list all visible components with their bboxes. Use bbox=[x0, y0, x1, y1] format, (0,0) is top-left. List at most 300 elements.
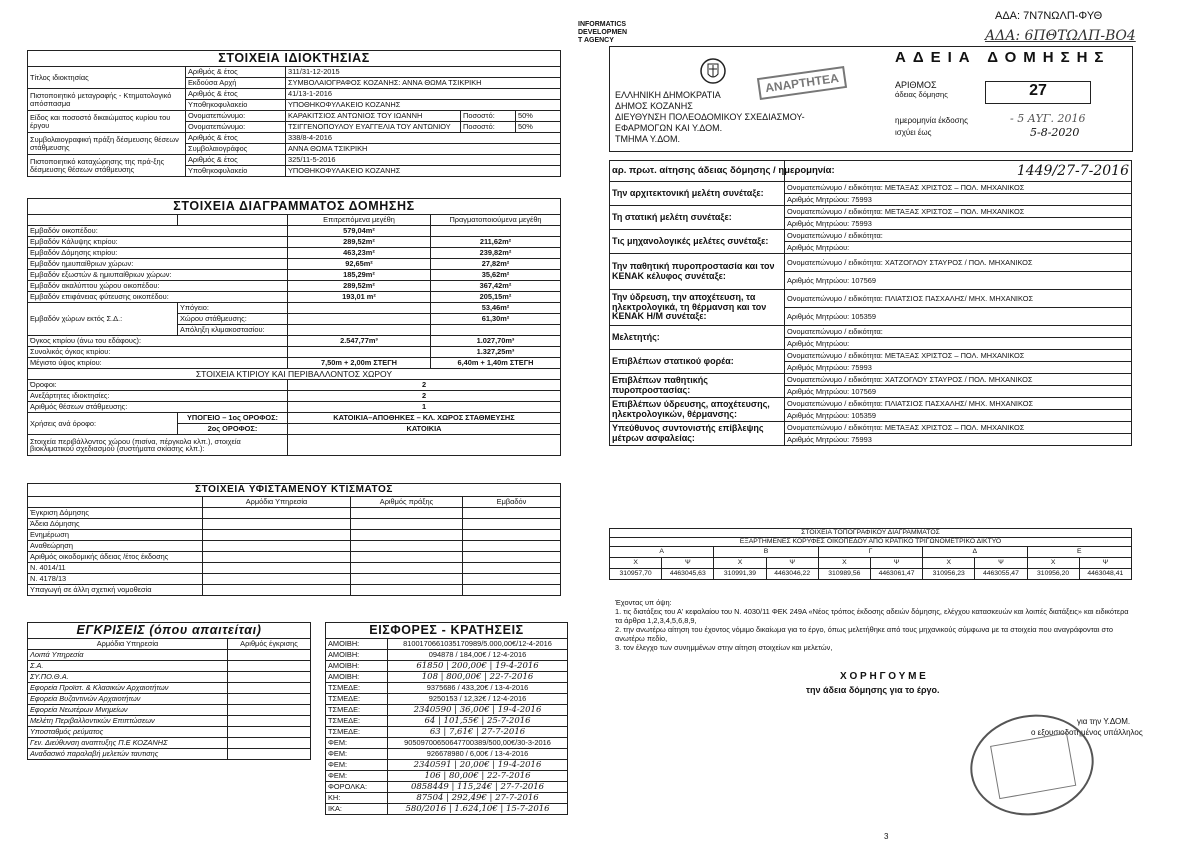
outside-actual: 61,30m² bbox=[431, 314, 561, 325]
fee-value: 094878 / 184,00€ / 12-4-2016 bbox=[388, 650, 568, 661]
approval-service: Αναδασικό παραλαβή μελετών ταυτισης bbox=[28, 749, 228, 760]
anartitea-stamp: ΑΝΑΡΤΗΤΕΑ bbox=[757, 66, 847, 100]
existing-act bbox=[351, 508, 463, 519]
engineer-name: Ονοματεπώνυμο / ειδικότητα: ΠΛΙΑΤΣΙΟΣ ΠΑΣΧΑΛΗΣ/ ΜΗΧ. ΜΗΧΑΝΙΚΟΣ bbox=[785, 290, 1132, 308]
table-row bbox=[326, 639, 568, 650]
table-row bbox=[28, 716, 311, 727]
existing-area bbox=[463, 541, 561, 552]
fee-label: ΦΕΜ: bbox=[326, 738, 388, 749]
count-label: Αριθμός θέσεων στάθμευσης: bbox=[28, 402, 288, 413]
approval-service: Εφορεία Νεωτέρων Μνημείων bbox=[28, 705, 228, 716]
existing-title: ΣΤΟΙΧΕΙΑ ΥΦΙΣΤΑΜΕΝΟΥ ΚΤΙΣΜΑΤΟΣ bbox=[28, 484, 561, 497]
topo-y-value: 4463061,47 bbox=[870, 569, 922, 580]
diagram-table bbox=[27, 198, 561, 456]
existing-act bbox=[351, 552, 463, 563]
ownership-value: 41/13-1-2016 bbox=[286, 89, 561, 100]
existing-header: Αριθμός πράξης bbox=[351, 497, 463, 508]
table-row bbox=[28, 67, 561, 78]
existing-row-label: Ν. 4178/13 bbox=[28, 574, 203, 585]
approvals-header: Αρμόδια Υπηρεσία bbox=[28, 639, 228, 650]
table-row bbox=[28, 259, 561, 270]
approval-service: Σ.Α. bbox=[28, 661, 228, 672]
table-row bbox=[28, 435, 561, 456]
actual-value: 367,42m² bbox=[431, 281, 561, 292]
ownership-label: Πιστοποιητικό καταχώρησης της πρά-ξης δέσμευσης θέσεων στάθμευσης bbox=[28, 155, 186, 177]
col-actual: Πραγματοποιούμενα μεγέθη bbox=[431, 215, 561, 226]
engineer-role-label: Την αρχιτεκτονική μελέτη συνέταξε: bbox=[610, 182, 785, 206]
fee-value: 64 | 101,55€ | 25-7-2016 bbox=[388, 716, 568, 727]
fee-value: 63 | 7,61€ | 27-7-2016 bbox=[388, 727, 568, 738]
fee-value: 0858449 | 115,24€ | 27-7-2016 bbox=[388, 782, 568, 793]
existing-act bbox=[351, 574, 463, 585]
ownership-sub-label: Υποθηκοφυλακείο bbox=[186, 100, 286, 111]
engineer-registry: Αριθμός Μητρώου: 107569 bbox=[785, 272, 1132, 290]
outside-allowed bbox=[288, 314, 431, 325]
approval-service: Εφορεία Προϊστ. & Κλασικών Αρχαιοτήτων bbox=[28, 683, 228, 694]
ownership-sub-label: Αριθμός & έτος bbox=[186, 155, 286, 166]
topo-y-header: Ψ bbox=[975, 558, 1027, 569]
existing-service bbox=[203, 508, 351, 519]
diagram-label: Εμβαδόν Κάλυψης κτιρίου: bbox=[28, 237, 288, 248]
topo-y-value: 4463055,47 bbox=[975, 569, 1027, 580]
approvals-header: Αριθμός έγκρισης bbox=[228, 639, 311, 650]
fees-table bbox=[325, 622, 568, 815]
engineer-role-label: Τη στατική μελέτη συνέταξε: bbox=[610, 206, 785, 230]
allowed-value: 92,65m² bbox=[288, 259, 431, 270]
table-row bbox=[28, 336, 561, 347]
topo-x-header: Χ bbox=[1027, 558, 1079, 569]
volume-allowed bbox=[288, 347, 431, 358]
existing-area bbox=[463, 508, 561, 519]
ownership-table bbox=[27, 50, 561, 177]
fee-value: 90509700650647700389/500,00€/30-3-2016 bbox=[388, 738, 568, 749]
fee-label: ΤΣΜΕΔΕ: bbox=[326, 694, 388, 705]
approval-number bbox=[228, 672, 311, 683]
outside-allowed bbox=[288, 303, 431, 314]
volume-actual: 6,40m + 1,40m ΣΤΕΓΗ bbox=[431, 358, 561, 369]
topo-x-value: 310956,20 bbox=[1027, 569, 1079, 580]
allowed-value: 579,04m² bbox=[288, 226, 431, 237]
issue-date-label: ημερομηνία έκδοσης bbox=[895, 116, 968, 125]
count-label: Ανεξάρτητες ιδιοκτησίες: bbox=[28, 391, 288, 402]
topo-x-header: Χ bbox=[714, 558, 766, 569]
ownership-label: Πιστοποιητικό μεταγραφής - Κτηματολογικό απόσπασμα bbox=[28, 89, 186, 111]
ownership-sub-label: Αριθμός & έτος bbox=[186, 133, 286, 144]
fee-value: 9250153 / 12,32€ / 12-4-2016 bbox=[388, 694, 568, 705]
table-row bbox=[326, 793, 568, 804]
count-value: 2 bbox=[288, 391, 561, 402]
table-row bbox=[28, 519, 561, 530]
engineer-registry: Αριθμός Μητρώου: 75993 bbox=[785, 362, 1132, 374]
ownership-value: 325/11-5-2016 bbox=[286, 155, 561, 166]
table-row bbox=[610, 290, 1132, 308]
table-row bbox=[28, 391, 561, 402]
table-row bbox=[28, 552, 561, 563]
actual-value: 205,15m² bbox=[431, 292, 561, 303]
ownership-title: ΣΤΟΙΧΕΙΑ ΙΔΙΟΚΤΗΣΙΑΣ bbox=[28, 51, 561, 67]
ownership-value: ΑΝΝΑ ΘΩΜΑ ΤΣΙΚΡΙΚΗ bbox=[286, 144, 561, 155]
existing-service bbox=[203, 519, 351, 530]
fee-label: ΤΣΜΕΔΕ: bbox=[326, 727, 388, 738]
count-label: Όροφοι: bbox=[28, 380, 288, 391]
outside-sub: Υπόγειο: bbox=[178, 303, 288, 314]
table-row bbox=[28, 541, 561, 552]
approval-service: Μελέτη Περιβαλλοντικών Επιπτώσεων bbox=[28, 716, 228, 727]
fee-value: 87504 | 292,49€ | 27-7-2016 bbox=[388, 793, 568, 804]
table-row bbox=[28, 402, 561, 413]
engineer-role-label: Υπεύθυνος συντονιστής επίβλεψης μέτρων ασφαλείας: bbox=[610, 422, 785, 446]
approval-number bbox=[228, 683, 311, 694]
approval-number bbox=[228, 727, 311, 738]
engineer-name: Ονοματεπώνυμο / ειδικότητα: ΜΕΤΑΞΑΣ ΧΡΙΣΤΟΣ – ΠΟΛ. ΜΗΧΑΝΙΚΟΣ bbox=[785, 182, 1132, 194]
fee-value: 2340590 | 36,00€ | 19-4-2016 bbox=[388, 705, 568, 716]
topo-y-value: 4463045,63 bbox=[662, 569, 714, 580]
actual-value: 211,62m² bbox=[431, 237, 561, 248]
fee-value: 8100170661035170989/5.000,00€/12-4-2016 bbox=[388, 639, 568, 650]
table-row bbox=[28, 111, 561, 122]
engineer-registry: Αριθμός Μητρώου: 75993 bbox=[785, 194, 1132, 206]
ownership-value: 338/8-4-2016 bbox=[286, 133, 561, 144]
fee-label: ΑΜΟΙΒΗ: bbox=[326, 661, 388, 672]
topo-x-value: 310957,70 bbox=[610, 569, 662, 580]
table-row bbox=[610, 350, 1132, 362]
approvals-table bbox=[27, 622, 311, 760]
existing-row-label: Ενημέρωση bbox=[28, 530, 203, 541]
issue-date: - 5 ΑΥΓ. 2016 bbox=[1010, 112, 1086, 125]
valid-until-date: 5-8-2020 bbox=[1030, 126, 1080, 139]
approval-number bbox=[228, 749, 311, 760]
outside-allowed bbox=[288, 325, 431, 336]
ownership-sub-label: Αριθμός & έτος bbox=[186, 89, 286, 100]
ownership-pct-label: Ποσοστό: bbox=[461, 111, 516, 122]
fee-label: ΦΕΜ: bbox=[326, 749, 388, 760]
table-row bbox=[28, 574, 561, 585]
table-row bbox=[326, 738, 568, 749]
permit-number-label: ΑΡΙΘΜΟΣ άδειας δόμησης bbox=[895, 80, 948, 99]
allowed-value: 185,29m² bbox=[288, 270, 431, 281]
topo-point: Α bbox=[610, 547, 714, 558]
environment-value bbox=[288, 435, 561, 456]
diagram-label: Εμβαδόν ημιυπαίθριων χώρων: bbox=[28, 259, 288, 270]
use-floor: 2ος ΟΡΟΦΟΣ: bbox=[178, 424, 288, 435]
legal-text: Έχοντας υπ όψη: 1. τις διατάξεις του Α' κεφαλαίου του Ν. 4030/11 ΦΕΚ 249Α «Νέος τρόπος έκδοσης αδειών δόμησης, ελέγχου κατασκευών και λοιπές διατάξεις» και ειδικότερα τα άρθρα 1,2,3,4,5,6,8,9, 2. την ανωτέρω αίτηση του έχοντος νόμιμο δικαίωμα για το έργο, όπως μελετήθηκε από τους μηχανικούς σύμφωνα με τα στοιχεία που αναγράφονται στο ανωτέρω πεδίο, 3. τον έλεγχο των συνημμένων στην αίτηση στοιχείων και μελετών, bbox=[615, 598, 1129, 652]
volume-allowed: 2.547,77m³ bbox=[288, 336, 431, 347]
engineer-registry: Αριθμός Μητρώου: 105359 bbox=[785, 308, 1132, 326]
grant-sub: την άδεια δόμησης για το έργο. bbox=[806, 685, 940, 695]
engineer-name: Ονοματεπώνυμο / ειδικότητα: ΧΑΤΖΟΓΛΟΥ ΣΤΑΥΡΟΣ / ΠΟΛ. ΜΗΧΑΝΙΚΟΣ bbox=[785, 374, 1132, 386]
fee-label: ΑΜΟΙΒΗ: bbox=[326, 639, 388, 650]
approval-number bbox=[228, 650, 311, 661]
ownership-value: ΤΣΙΓΓΕΝΟΠΟΥΛΟΥ ΕΥΑΓΓΕΛΙΑ ΤΟΥ ΑΝΤΩΝΙΟΥ bbox=[286, 122, 461, 133]
fee-label: ΤΣΜΕΔΕ: bbox=[326, 683, 388, 694]
permit-number-box bbox=[985, 81, 1091, 104]
valid-until-label: ισχύει έως bbox=[895, 128, 932, 137]
table-row bbox=[326, 804, 568, 815]
engineer-role-label: Την παθητική πυροπροστασία και τον ΚΕΝΑΚ κέλυφος συνέταξε: bbox=[610, 254, 785, 290]
table-row bbox=[28, 281, 561, 292]
table-row bbox=[28, 237, 561, 248]
actual-value bbox=[431, 226, 561, 237]
existing-area bbox=[463, 574, 561, 585]
diagram-label: Εμβαδόν Δόμησης κτιρίου: bbox=[28, 248, 288, 259]
approval-number bbox=[228, 705, 311, 716]
table-row bbox=[28, 369, 561, 380]
engineer-name: Ονοματεπώνυμο / ειδικότητα: bbox=[785, 230, 1132, 242]
engineer-role-label: Επιβλέπων στατικού φορέα: bbox=[610, 350, 785, 374]
approval-service: Λοιπά Υπηρεσία bbox=[28, 650, 228, 661]
ownership-sub-label: Εκδούσα Αρχή bbox=[186, 78, 286, 89]
table-row bbox=[28, 738, 311, 749]
topo-point: Γ bbox=[818, 547, 922, 558]
table-row bbox=[28, 358, 561, 369]
topo-x-header: Χ bbox=[610, 558, 662, 569]
grant-title: Χ Ο Ρ Η Γ Ο Υ Μ Ε bbox=[840, 671, 926, 682]
table-row bbox=[28, 563, 561, 574]
topo-y-header: Ψ bbox=[766, 558, 818, 569]
table-row bbox=[326, 661, 568, 672]
outside-label: Εμβαδόν χώρων εκτός Σ.Δ.: bbox=[28, 303, 178, 336]
table-row bbox=[610, 326, 1132, 338]
volume-allowed: 7,50m + 2,00m ΣΤΕΓΗ bbox=[288, 358, 431, 369]
engineers-table bbox=[609, 160, 1132, 446]
signer-line-1: για την Υ.ΔΟΜ. bbox=[1077, 717, 1131, 726]
actual-value: 239,82m² bbox=[431, 248, 561, 259]
ownership-label: Είδος και ποσοστό δικαιώματος κυρίου του έργου bbox=[28, 111, 186, 133]
topo-point: Δ bbox=[923, 547, 1027, 558]
ownership-pct: 50% bbox=[516, 122, 561, 133]
volume-label: Συνολικός όγκος κτιρίου: bbox=[28, 347, 288, 358]
existing-act bbox=[351, 541, 463, 552]
topo-x-header: Χ bbox=[923, 558, 975, 569]
table-row bbox=[326, 727, 568, 738]
existing-row-label: Αναθεώρηση bbox=[28, 541, 203, 552]
fee-label: ΑΜΟΙΒΗ: bbox=[326, 650, 388, 661]
environment-label: Στοιχεία περιβάλλοντος χώρου (πισίνα, πέργκολα κλπ.), στοιχεία βιοκλιματικού σχεδιασμού (συστήματα σκίασης κλπ.): bbox=[28, 435, 288, 456]
use-value: ΚΑΤΟΙΚΙΑ–ΑΠΟΘΗΚΕΣ – ΚΛ. ΧΩΡΟΣ ΣΤΑΘΜΕΥΣΗΣ bbox=[288, 413, 561, 424]
use-floor: ΥΠΟΓΕΙΟ – 1ος ΟΡΟΦΟΣ: bbox=[178, 413, 288, 424]
existing-act bbox=[351, 585, 463, 596]
table-row bbox=[28, 347, 561, 358]
fee-label: ΦΕΜ: bbox=[326, 771, 388, 782]
signer-line-2: ο εξουσιοδοτημένος υπάλληλος bbox=[1031, 728, 1143, 737]
outside-actual bbox=[431, 325, 561, 336]
diagram-label: Εμβαδόν ακαλύπτου χώρου οικοπέδου: bbox=[28, 281, 288, 292]
topo-title: ΣΤΟΙΧΕΙΑ ΤΟΠΟΓΡΑΦΙΚΟΥ ΔΙΑΓΡΑΜΜΑΤΟΣ bbox=[610, 529, 1132, 538]
volume-actual: 1.027,70m³ bbox=[431, 336, 561, 347]
table-row bbox=[28, 226, 561, 237]
uses-label: Χρήσεις ανά όροφο: bbox=[28, 413, 178, 435]
ownership-value: ΣΥΜΒΟΛΑΙΟΓΡΑΦΟΣ ΚΟΖΑΝΗΣ: ΑΝΝΑ ΘΩΜΑ ΤΣΙΚΡΙΚΗ bbox=[286, 78, 561, 89]
fee-value: 926678980 / 6,00€ / 13-4-2016 bbox=[388, 749, 568, 760]
fee-label: ΑΜΟΙΒΗ: bbox=[326, 672, 388, 683]
existing-row-label: Ν. 4014/11 bbox=[28, 563, 203, 574]
ownership-sub-label: Συμβολαιογράφος bbox=[186, 144, 286, 155]
topo-y-value: 4463046,22 bbox=[766, 569, 818, 580]
topo-y-header: Ψ bbox=[1079, 558, 1131, 569]
approval-service: Εφορεία Βυζαντινών Αρχαιοτήτων bbox=[28, 694, 228, 705]
actual-value: 35,62m² bbox=[431, 270, 561, 281]
table-row bbox=[28, 248, 561, 259]
approval-service: Γεν. Διεύθυνση αναπτυξης Π.Ε ΚΟΖΑΝΗΣ bbox=[28, 738, 228, 749]
use-value: ΚΑΤΟΙΚΙΑ bbox=[288, 424, 561, 435]
approval-number bbox=[228, 716, 311, 727]
engineer-registry: Αριθμός Μητρώου: bbox=[785, 242, 1132, 254]
col-allowed: Επιτρεπόμενα μεγέθη bbox=[288, 215, 431, 226]
existing-header bbox=[28, 497, 203, 508]
ownership-sub-label: Υποθηκοφυλακείο bbox=[186, 166, 286, 177]
diagram-label: Εμβαδόν οικοπέδου: bbox=[28, 226, 288, 237]
ownership-pct: 50% bbox=[516, 111, 561, 122]
volume-actual: 1.327,25m³ bbox=[431, 347, 561, 358]
ownership-value: ΥΠΟΘΗΚΟΦΥΛΑΚΕΙΟ ΚΟΖΑΝΗΣ bbox=[286, 166, 561, 177]
approval-service: Υποσταθμός ρεύματος bbox=[28, 727, 228, 738]
table-row bbox=[28, 413, 561, 424]
topo-subtitle: ΕΞΑΡΤΗΜΕΝΕΣ ΚΟΡΥΦΕΣ ΟΙΚΟΠΕΔΟΥ ΑΠΟ ΚΡΑΤΙΚΟ ΤΡΙΓΩΝΟΜΕΤΡΙΚΟ ΔΙΚΤΥΟ bbox=[610, 538, 1132, 547]
diagram-label: Εμβαδόν επιφάνειας φύτευσης οικοπέδου: bbox=[28, 292, 288, 303]
existing-service bbox=[203, 585, 351, 596]
table-row bbox=[28, 749, 311, 760]
table-row bbox=[326, 749, 568, 760]
volume-label: Μέγιστο ύψος κτιρίου: bbox=[28, 358, 288, 369]
engineer-name: Ονοματεπώνυμο / ειδικότητα: ΜΕΤΑΞΑΣ ΧΡΙΣΤΟΣ – ΠΟΛ. ΜΗΧΑΝΙΚΟΣ bbox=[785, 206, 1132, 218]
org-logo-text: INFORMATICS DEVELOPMEN T AGENCY bbox=[578, 21, 628, 44]
allowed-value: 193,01 m² bbox=[288, 292, 431, 303]
engineer-role-label: Μελετητής: bbox=[610, 326, 785, 350]
table-row bbox=[28, 380, 561, 391]
fee-value: 106 | 80,00€ | 22-7-2016 bbox=[388, 771, 568, 782]
table-row bbox=[326, 760, 568, 771]
ownership-value: ΥΠΟΘΗΚΟΦΥΛΑΚΕΙΟ ΚΟΖΑΝΗΣ bbox=[286, 100, 561, 111]
ownership-pct-label: Ποσοστό: bbox=[461, 122, 516, 133]
fee-label: ΦΕΜ: bbox=[326, 760, 388, 771]
existing-row-label: Υπαγωγή σε άλλη σχετική νομοθεσία bbox=[28, 585, 203, 596]
topo-x-value: 310956,23 bbox=[923, 569, 975, 580]
table-row bbox=[326, 694, 568, 705]
engineer-registry: Αριθμός Μητρώου: bbox=[785, 338, 1132, 350]
topo-x-header: Χ bbox=[818, 558, 870, 569]
greek-emblem-icon bbox=[700, 56, 726, 86]
existing-area bbox=[463, 585, 561, 596]
table-row bbox=[326, 650, 568, 661]
existing-row-label: Έγκριση Δόμησης bbox=[28, 508, 203, 519]
existing-service bbox=[203, 530, 351, 541]
topo-y-value: 4463048,41 bbox=[1079, 569, 1131, 580]
table-row bbox=[326, 705, 568, 716]
engineer-role-label: Τις μηχανολογικές μελέτες συνέταξε: bbox=[610, 230, 785, 254]
fee-value: 9375686 / 433,20€ / 13-4-2016 bbox=[388, 683, 568, 694]
fee-label: ΙΚΑ: bbox=[326, 804, 388, 815]
existing-row-label: Αριθμός οικοδομικής άδειας /έτος έκδοσης bbox=[28, 552, 203, 563]
topo-x-value: 310991,39 bbox=[714, 569, 766, 580]
ownership-sub-label: Αριθμός & έτος bbox=[186, 67, 286, 78]
engineer-name: Ονοματεπώνυμο / ειδικότητα: ΠΛΙΑΤΣΙΟΣ ΠΑΣΧΑΛΗΣ/ ΜΗΧ. ΜΗΧΑΝΙΚΟΣ bbox=[785, 398, 1132, 410]
existing-service bbox=[203, 574, 351, 585]
table-row bbox=[28, 303, 561, 314]
table-row bbox=[326, 683, 568, 694]
engineer-role-label: Επιβλέπων ύδρευσης, αποχέτευσης, ηλεκτρολογικών, θέρμανσης: bbox=[610, 398, 785, 422]
existing-act bbox=[351, 530, 463, 541]
application-value: 1449/27-7-2016 bbox=[785, 161, 1132, 182]
table-row bbox=[610, 182, 1132, 194]
fee-label: ΤΣΜΕΔΕ: bbox=[326, 716, 388, 727]
approval-service: ΣΥ.ΠΟ.Θ.Α. bbox=[28, 672, 228, 683]
table-row bbox=[610, 254, 1132, 272]
table-row bbox=[326, 782, 568, 793]
outside-actual: 53,46m² bbox=[431, 303, 561, 314]
table-row bbox=[28, 155, 561, 166]
topo-point: Β bbox=[714, 547, 818, 558]
fee-label: ΚΗ: bbox=[326, 793, 388, 804]
topo-y-header: Ψ bbox=[662, 558, 714, 569]
existing-area bbox=[463, 530, 561, 541]
fee-value: 61850 | 200,00€ | 19-4-2016 bbox=[388, 661, 568, 672]
diagram-title: ΣΤΟΙΧΕΙΑ ΔΙΑΓΡΑΜΜΑΤΟΣ ΔΟΜΗΣΗΣ bbox=[28, 199, 561, 215]
table-row bbox=[28, 270, 561, 281]
existing-act bbox=[351, 519, 463, 530]
ownership-label: Συμβολαιογραφική πράξη δέσμευσης θέσεων στάθμευσης bbox=[28, 133, 186, 155]
table-row bbox=[28, 508, 561, 519]
table-row bbox=[326, 716, 568, 727]
approval-number bbox=[228, 738, 311, 749]
table-row bbox=[28, 661, 311, 672]
existing-row-label: Άδεια Δόμησης bbox=[28, 519, 203, 530]
fee-label: ΦΟΡΟΛΚΑ: bbox=[326, 782, 388, 793]
engineer-role-label: Επιβλέπων παθητικής πυροπροστασίας: bbox=[610, 374, 785, 398]
engineer-name: Ονοματεπώνυμο / ειδικότητα: ΧΑΤΖΟΓΛΟΥ ΣΤΑΥΡΟΣ / ΠΟΛ. ΜΗΧΑΝΙΚΟΣ bbox=[785, 254, 1132, 272]
engineer-registry: Αριθμός Μητρώου: 105359 bbox=[785, 410, 1132, 422]
ownership-label: Τίτλος ιδιοκτησίας bbox=[28, 67, 186, 89]
existing-act bbox=[351, 563, 463, 574]
ownership-value: 311/31-12-2015 bbox=[286, 67, 561, 78]
ownership-sub-label: Ονοματεπώνυμο: bbox=[186, 122, 286, 133]
volume-label: Όγκος κτιρίου (άνω του εδάφους): bbox=[28, 336, 288, 347]
existing-area bbox=[463, 563, 561, 574]
table-row bbox=[610, 398, 1132, 410]
outside-sub: Απόληξη κλιμακοστασίου: bbox=[178, 325, 288, 336]
ownership-sub-label: Ονοματεπώνυμο: bbox=[186, 111, 286, 122]
allowed-value: 463,23m² bbox=[288, 248, 431, 259]
table-row bbox=[28, 133, 561, 144]
actual-value: 27,82m² bbox=[431, 259, 561, 270]
existing-service bbox=[203, 563, 351, 574]
allowed-value: 289,52m² bbox=[288, 237, 431, 248]
engineer-registry: Αριθμός Μητρώου: 75993 bbox=[785, 218, 1132, 230]
page-number: 3 bbox=[884, 832, 889, 841]
engineer-registry: Αριθμός Μητρώου: 75993 bbox=[785, 434, 1132, 446]
existing-header: Εμβαδόν bbox=[463, 497, 561, 508]
topo-x-value: 310989,56 bbox=[818, 569, 870, 580]
ownership-value: ΚΑΡΑΚΙΤΣΙΟΣ ΑΝΤΩΝΙΟΣ ΤΟΥ ΙΩΑΝΝΗ bbox=[286, 111, 461, 122]
engineer-registry: Αριθμός Μητρώου: 107569 bbox=[785, 386, 1132, 398]
republic-lines: ΕΛΛΗΝΙΚΗ ΔΗΜΟΚΡΑΤΙΑ ΔΗΜΟΣ ΚΟΖΑΝΗΣ ΔΙΕΥΘΥΝΣΗ ΠΟΛΕΟΔΟΜΙΚΟΥ ΣΧΕΔΙΑΣΜΟΥ- ΕΦΑΡΜΟΓΩΝ ΚΑΙ Υ.ΔΟΜ. ΤΜΗΜΑ Υ.ΔΟΜ. bbox=[615, 90, 805, 144]
existing-area bbox=[463, 519, 561, 530]
table-row bbox=[28, 694, 311, 705]
table-row bbox=[28, 727, 311, 738]
approval-number bbox=[228, 694, 311, 705]
ada-handwritten: ΑΔΑ: 6ΠΘΤΩΛΠ-ΒΟ4 bbox=[985, 28, 1136, 44]
table-row bbox=[326, 672, 568, 683]
engineer-name: Ονοματεπώνυμο / ειδικότητα: bbox=[785, 326, 1132, 338]
engineer-name: Ονοματεπώνυμο / ειδικότητα: ΜΕΤΑΞΑΣ ΧΡΙΣΤΟΣ – ΠΟΛ. ΜΗΧΑΝΙΚΟΣ bbox=[785, 422, 1132, 434]
table-row bbox=[610, 374, 1132, 386]
ada-code: ΑΔΑ: 7Ν7ΝΩΛΠ-ΦΥΘ bbox=[995, 10, 1103, 22]
topo-y-header: Ψ bbox=[870, 558, 922, 569]
table-row bbox=[28, 705, 311, 716]
diagram-label: Εμβαδόν εξωστών & ημιυπαίθριων χώρων: bbox=[28, 270, 288, 281]
table-row bbox=[28, 89, 561, 100]
fee-label: ΤΣΜΕΔΕ: bbox=[326, 705, 388, 716]
table-row bbox=[610, 422, 1132, 434]
